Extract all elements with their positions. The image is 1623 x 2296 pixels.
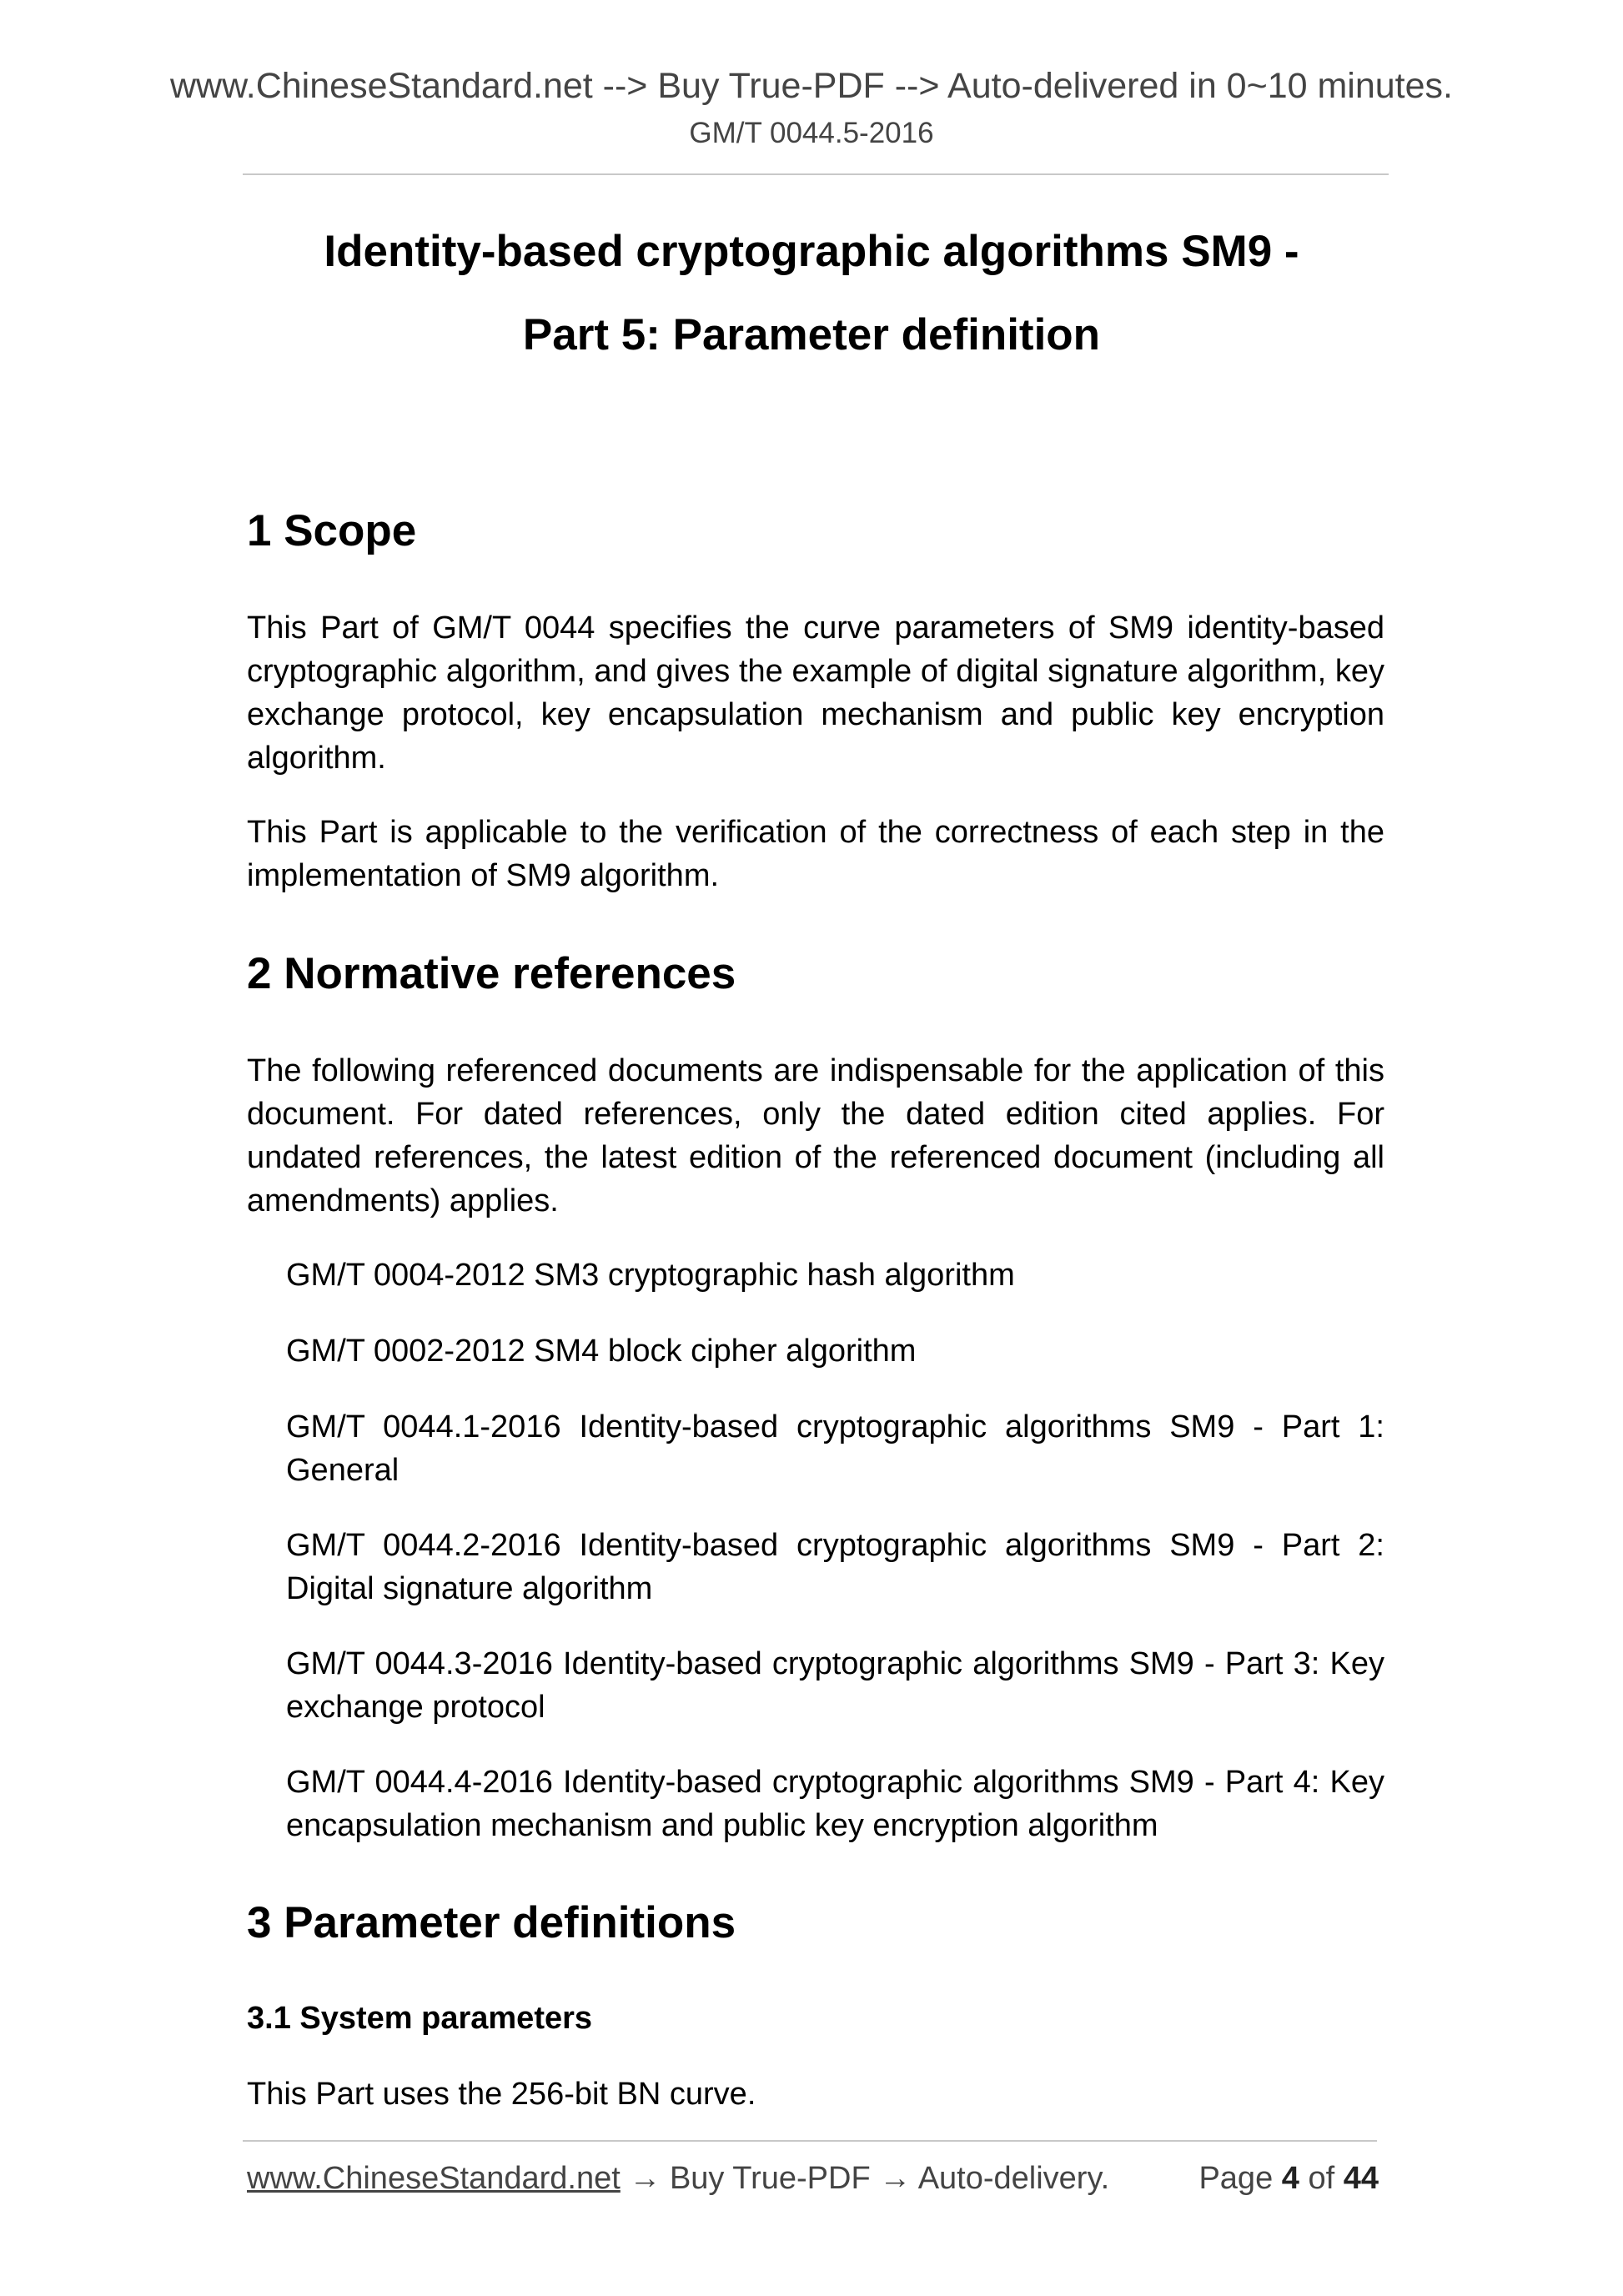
document-title-line2: Part 5: Parameter definition (522, 310, 1101, 359)
page-current: 4 (1281, 2161, 1299, 2196)
system-parameters-paragraph: This Part uses the 256-bit BN curve. (247, 2077, 756, 2112)
reference-item: GM/T 0044.1-2016 Identity-based cryptographic algorithms SM9 - Part 1: General (286, 1409, 1384, 1488)
reference-item: GM/T 0044.2-2016 Identity-based cryptographic algorithms SM9 - Part 2: Digital signature algorithm (286, 1528, 1384, 1606)
header-divider (243, 173, 1389, 175)
normative-intro-paragraph: The following referenced documents are indispensable for the application of this document. For dated references, only the dated edition cited applies. For undated references, the latest edition of the referenced document (including all amendments) applies. (247, 1053, 1384, 1218)
header-doc-code: GM/T 0044.5-2016 (689, 117, 934, 149)
reference-item: GM/T 0004-2012 SM3 cryptographic hash algorithm (286, 1258, 1015, 1293)
footer-site-link[interactable]: www.ChineseStandard.net (247, 2161, 621, 2196)
reference-item: GM/T 0002-2012 SM4 block cipher algorithm (286, 1334, 917, 1369)
subsection-heading-system-parameters: 3.1 System parameters (247, 2001, 593, 2036)
page-label: Page (1198, 2161, 1282, 2196)
section-heading-normative-references: 2 Normative references (247, 949, 736, 998)
reference-item: GM/T 0044.3-2016 Identity-based cryptographic algorithms SM9 - Part 3: Key exchange protocol (286, 1646, 1384, 1725)
page-of: of (1299, 2161, 1344, 2196)
footer-left (247, 2158, 1109, 2198)
scope-paragraph-1: This Part of GM/T 0044 specifies the curve parameters of SM9 identity-based cryptographic algorithm, and gives the example of digital signature algorithm, key exchange protocol, key encapsulation mechanism and public key encryption algorithm. (247, 610, 1384, 776)
footer-divider (243, 2140, 1377, 2142)
header-banner[interactable]: www.ChineseStandard.net --> Buy True-PDF --> Auto-delivered in 0~10 minutes. (169, 66, 1453, 106)
footer-tail-text: → Buy True-PDF → Auto-delivery. (620, 2161, 1110, 2196)
document-title-line1: Identity-based cryptographic algorithms SM9 - (324, 227, 1299, 276)
scope-paragraph-2: This Part is applicable to the verification of the correctness of each step in the implementation of SM9 algorithm. (247, 815, 1384, 893)
reference-item: GM/T 0044.4-2016 Identity-based cryptographic algorithms SM9 - Part 4: Key encapsulation mechanism and public key encryption algorithm (286, 1765, 1384, 1843)
page-total: 44 (1343, 2161, 1379, 2196)
page-number (1198, 2158, 1379, 2198)
section-heading-scope: 1 Scope (247, 506, 417, 555)
section-heading-parameter-definitions: 3 Parameter definitions (247, 1898, 736, 1947)
